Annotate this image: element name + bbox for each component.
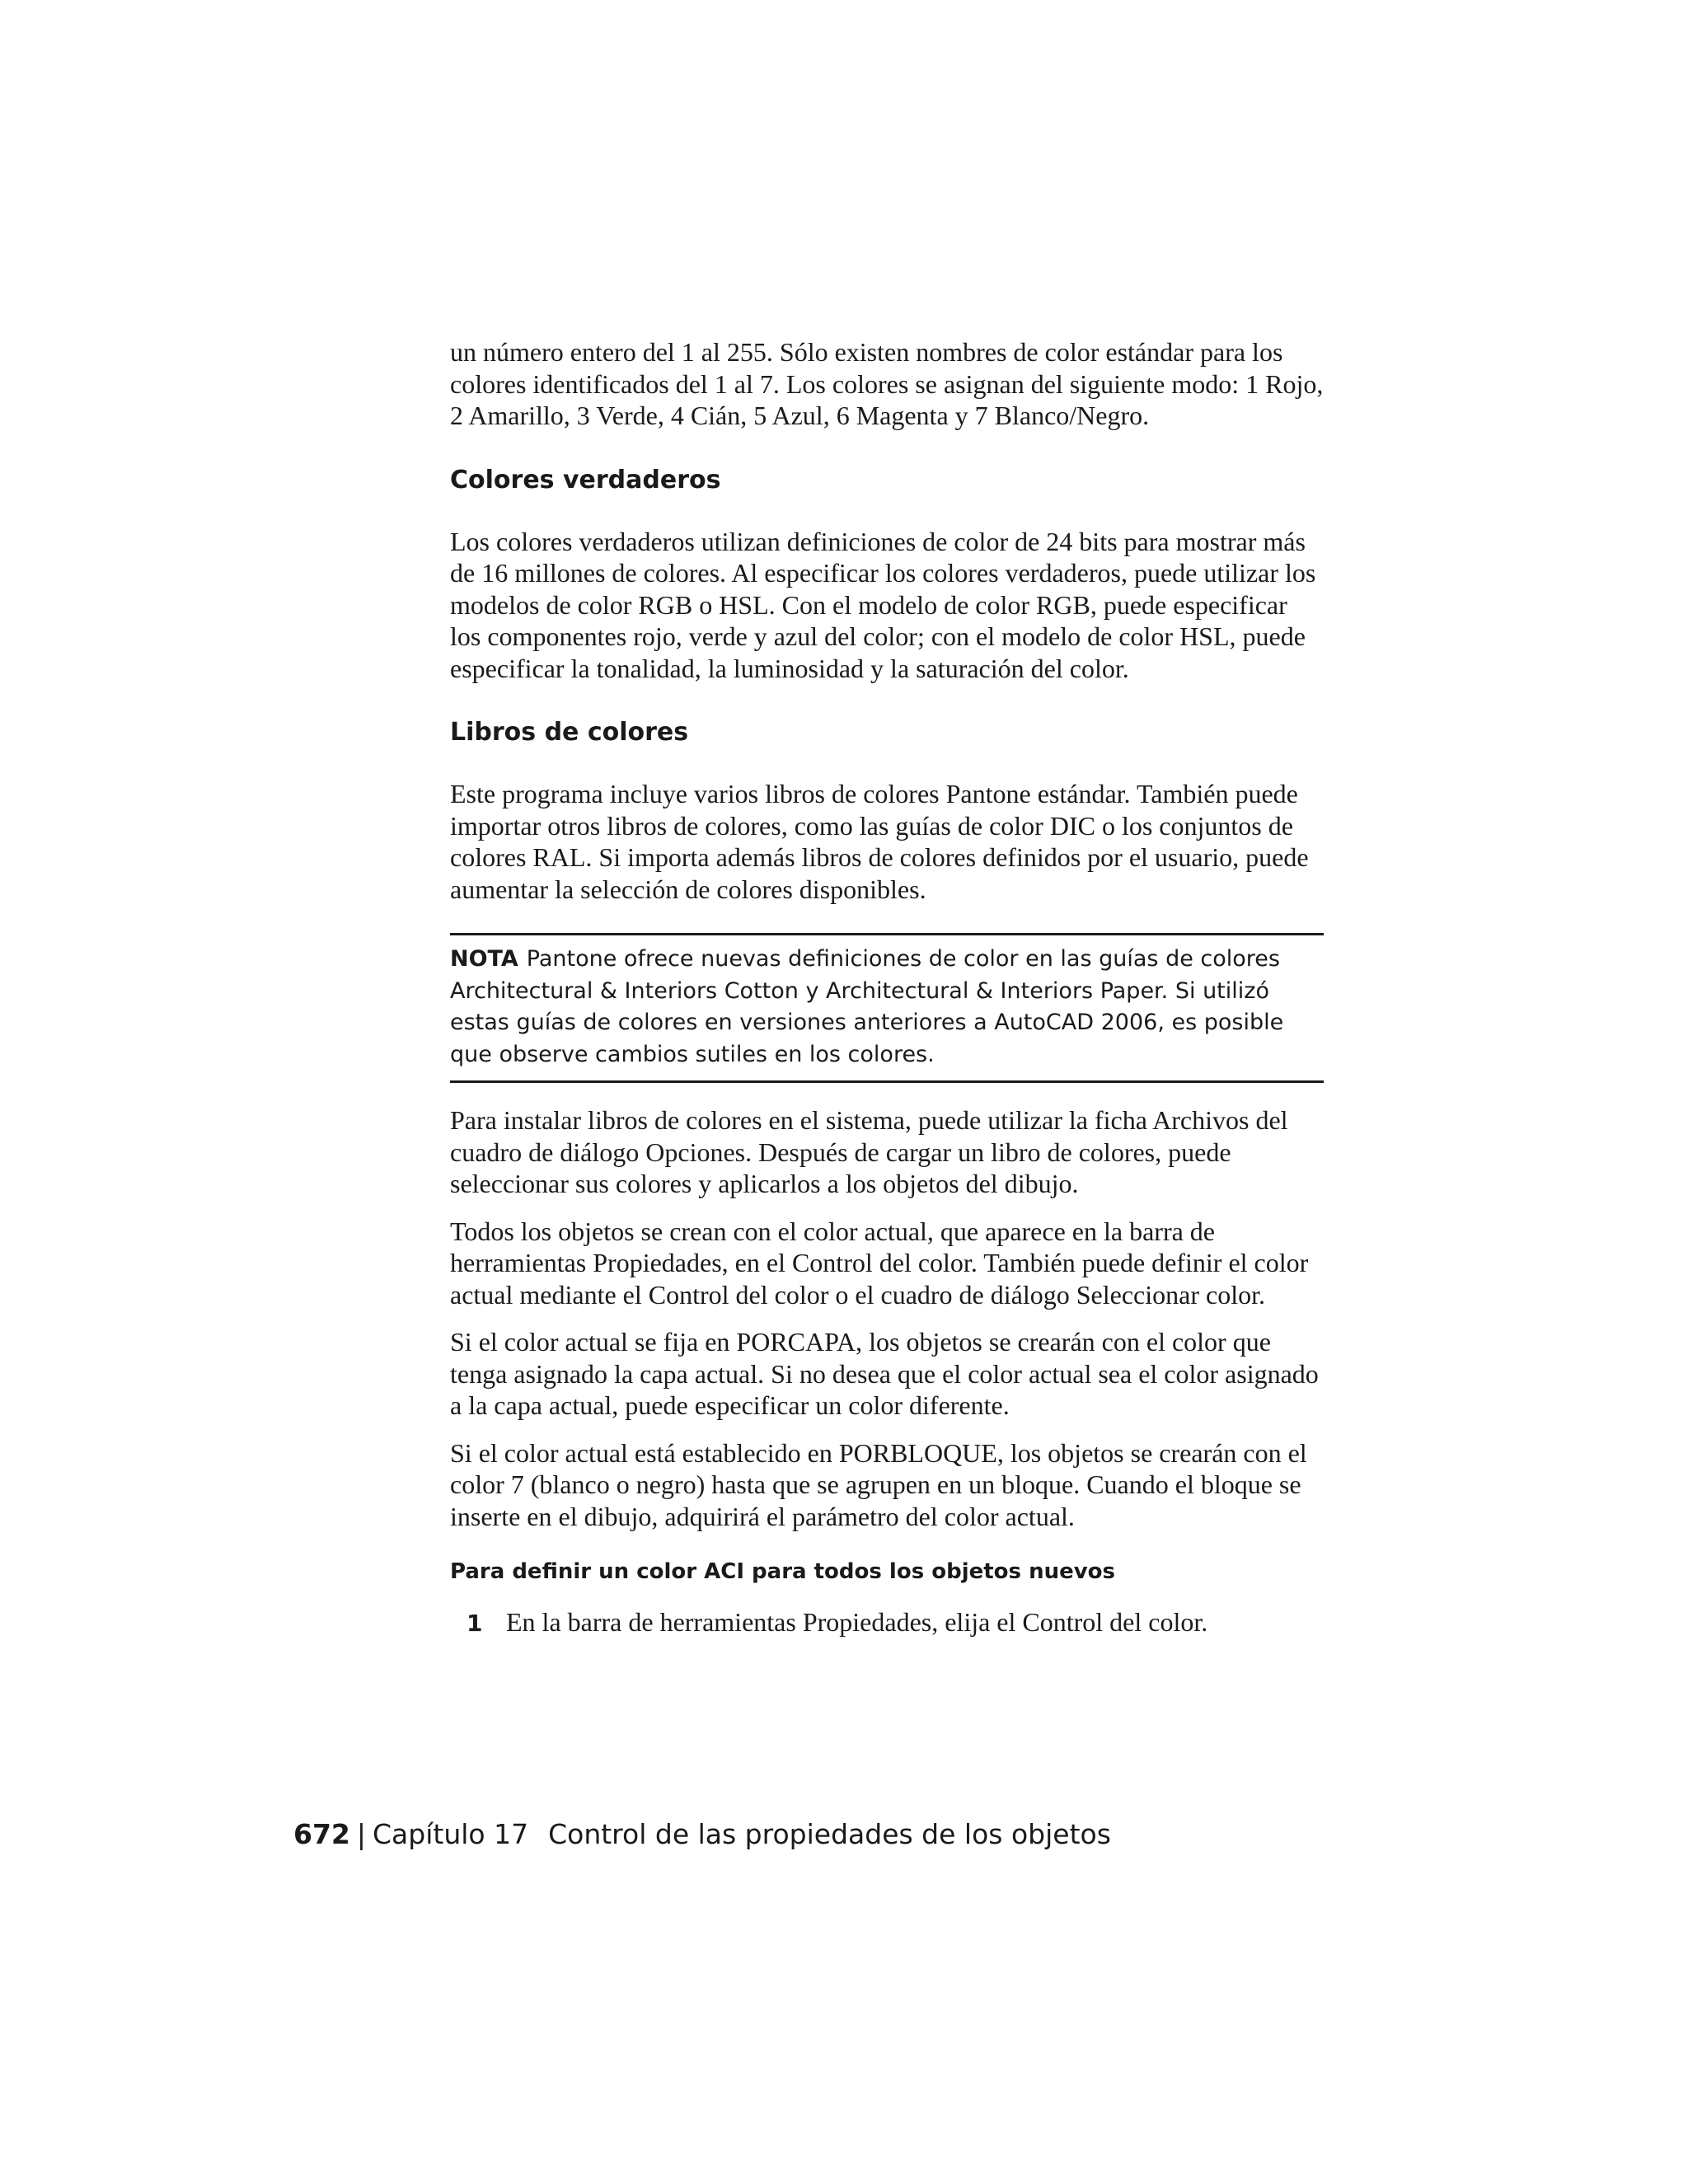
section-heading-color-books: Libros de colores [450,718,689,747]
procedure-step [467,1606,1324,1638]
section-heading-true-colors: Colores verdaderos [450,465,721,494]
page-footer [293,1818,1111,1851]
note-box [450,933,1324,1083]
note-text: Pantone ofrece nuevas definiciones de color en las guías de colores Architectural & Interiors Cotton y Architectural & Interiors Paper. Si utilizó estas guías de colores en versiones anteriores a AutoCAD 2006, es posible que observe cambios sutiles en los colores. [450,946,1284,1067]
note-label: NOTA [450,946,518,972]
intro-paragraph: un número entero del 1 al 255. Sólo existen nombres de color estándar para los colores identificados del 1 al 7. Los colores se asignan del siguiente modo: 1 Rojo, 2 Amarillo, 3 Verde, 4 Cián, 5 Azul, 6 Magenta y 7 Blanco/Negro. [450,337,1324,430]
paragraph-current-color: Todos los objetos se crean con el color actual, que aparece en la barra de herramientas Propiedades, en el Control del color. También puede definir el color actual mediante el Control del color o el cuadro de diálogo Seleccionar color. [450,1216,1309,1310]
page-number: 672 [293,1818,350,1850]
paragraph-install-color-books: Para instalar libros de colores en el sistema, puede utilizar la ficha Archivos del cuadro de diálogo Opciones. Después de cargar un libro de colores, puede seleccionar sus colores y aplicarlos a los objetos del dibujo. [450,1105,1288,1198]
chapter-title: Control de las propiedades de los objetos [548,1818,1111,1850]
step-text: En la barra de herramientas Propiedades, elija el Control del color. [506,1607,1208,1637]
true-colors-paragraph: Los colores verdaderos utilizan definiciones de color de 24 bits para mostrar más de 16 millones de colores. Al especificar los colores verdaderos, puede utilizar los modelos de color RGB o HSL. Con el modelo de color RGB, puede especificar los componentes rojo, verde y azul del color; con el modelo de color HSL, puede especificar la tonalidad, la luminosidad y la saturación del color. [450,526,1316,683]
chapter-label: Capítulo 17 [373,1818,529,1850]
footer-separator: | [356,1818,367,1850]
step-number: 1 [467,1610,483,1637]
procedure-heading: Para definir un color ACI para todos los objetos nuevos [450,1559,1116,1584]
paragraph-byblock: Si el color actual está establecido en PORBLOQUE, los objetos se crearán con el color 7 (blanco o negro) hasta que se agrupen en un bloque. Cuando el bloque se inserte en el dibujo, adquirirá el parámetro del color actual. [450,1437,1307,1531]
color-books-paragraph: Este programa incluye varios libros de colores Pantone estándar. También puede importar otros libros de colores, como las guías de color DIC o los conjuntos de colores RAL. Si importa además libros de colores definidos por el usuario, puede aumentar la selección de colores disponibles. [450,779,1309,904]
paragraph-bylayer: Si el color actual se fija en PORCAPA, los objetos se crearán con el color que tenga asignado la capa actual. Si no desea que el color actual sea el color asignado a la capa actual, puede especificar un color diferente. [450,1327,1319,1420]
page-content [450,336,1324,1638]
